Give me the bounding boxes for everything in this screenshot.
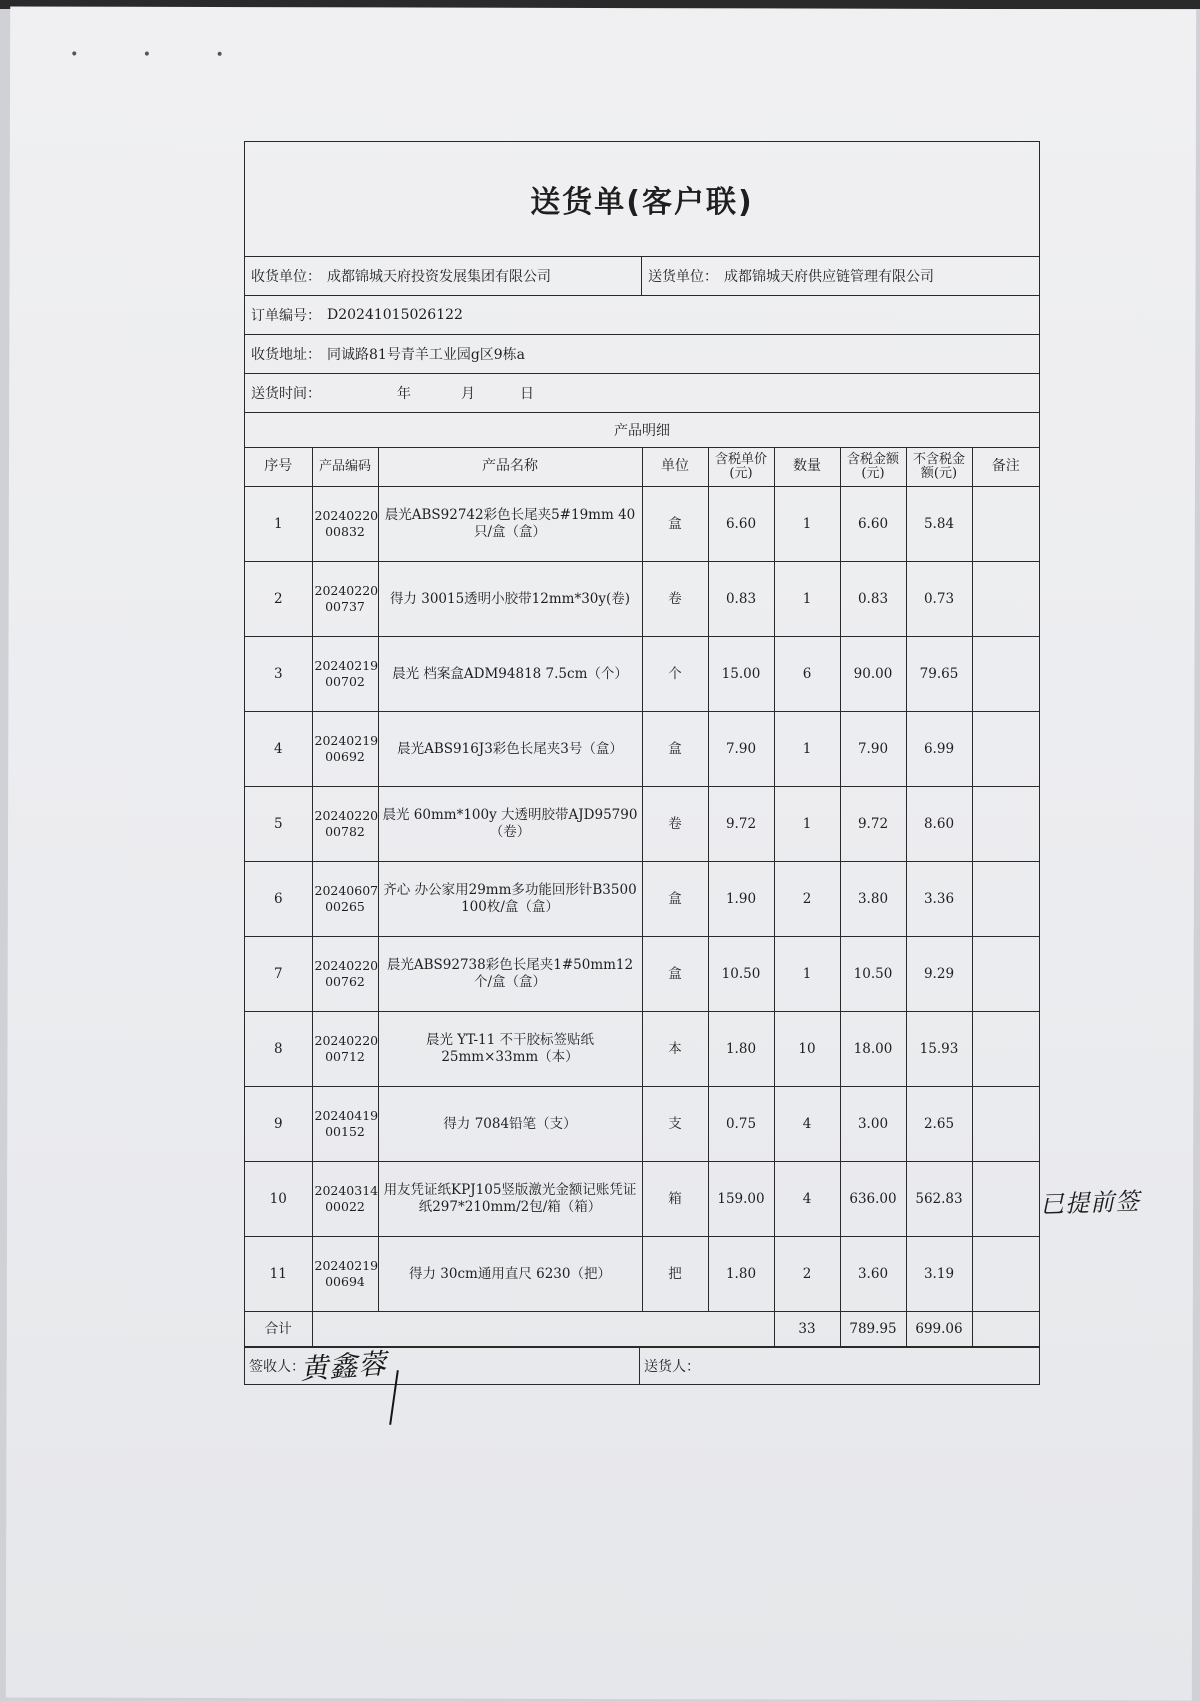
cell-code [312,637,378,712]
cell-qty: 1 [774,712,840,787]
document-title: 送货单(客户联) [530,185,754,220]
section-title-row [245,413,1039,448]
cell-name: 晨光 60mm*100y 大透明胶带AJD95790（卷） [378,787,642,862]
cell-amount-ex: 562.83 [906,1162,972,1237]
total-note [972,1312,1039,1347]
receiver-value: 成都锦城天府投资发展集团有限公司 [327,269,551,285]
code-part-1: 20240220 [314,1033,379,1049]
cell-note [972,487,1039,562]
cell-seq: 5 [245,787,312,862]
time-row [245,374,1039,413]
header-amount: 含税金额(元) [840,448,906,487]
sender-cell [642,257,1039,295]
cell-amount-ex: 6.99 [906,712,972,787]
code-part-2: 00712 [325,1049,365,1064]
code-part-2: 00702 [325,674,365,689]
cell-unit: 卷 [642,787,708,862]
table-row [245,1237,1039,1312]
code-part-1: 20240219 [314,658,379,674]
cell-amount: 10.50 [840,937,906,1012]
header-qty: 数量 [774,448,840,487]
cell-qty: 2 [774,1237,840,1312]
cell-price: 10.50 [708,937,774,1012]
cell-qty: 1 [774,562,840,637]
header-amount-ex: 不含税金额(元) [906,448,972,487]
cell-amount: 0.83 [840,562,906,637]
cell-price: 6.60 [708,487,774,562]
cell-note [972,712,1039,787]
code-part-2: 00692 [325,749,365,764]
cell-amount-ex: 5.84 [906,487,972,562]
address-row [245,335,1039,374]
cell-amount: 3.60 [840,1237,906,1312]
cell-name: 得力 30cm通用直尺 6230（把） [378,1237,642,1312]
cell-code [312,1012,378,1087]
cell-qty: 4 [774,1162,840,1237]
cell-note [972,1012,1039,1087]
cell-qty: 2 [774,862,840,937]
cell-note [972,1162,1039,1237]
code-part-2: 00265 [325,899,365,914]
code-part-1: 20240219 [314,733,379,749]
header-note: 备注 [972,448,1039,487]
cell-amount: 7.90 [840,712,906,787]
cell-code [312,1237,378,1312]
cell-note [972,1087,1039,1162]
table-row [245,862,1039,937]
cell-amount: 9.72 [840,787,906,862]
table-row [245,1162,1039,1237]
cell-name: 得力 7084铅笔（支） [378,1087,642,1162]
cell-amount: 636.00 [840,1162,906,1237]
cell-unit: 卷 [642,562,708,637]
cell-name: 晨光ABS92738彩色长尾夹1#50mm12个/盒（盒） [378,937,642,1012]
day-label: 日 [520,386,534,402]
cell-note [972,787,1039,862]
cell-code [312,787,378,862]
cell-unit: 个 [642,637,708,712]
code-part-1: 20240607 [314,883,379,899]
cell-qty: 10 [774,1012,840,1087]
deliverer-cell [640,1348,1039,1384]
code-part-2: 00737 [325,599,365,614]
cell-unit: 盒 [642,487,708,562]
cell-seq: 11 [245,1237,312,1312]
cell-unit: 箱 [642,1162,708,1237]
cell-code [312,712,378,787]
cell-amount-ex: 3.36 [906,862,972,937]
cell-price: 15.00 [708,637,774,712]
cell-name: 晨光 档案盒ADM94818 7.5cm（个） [378,637,642,712]
receiver-label: 收货单位： [251,269,321,285]
header-seq: 序号 [245,448,312,487]
cell-code [312,1087,378,1162]
cell-price: 1.80 [708,1012,774,1087]
address-label: 收货地址： [251,347,321,363]
table-header-row [245,448,1039,487]
header-unit: 单位 [642,448,708,487]
cell-unit: 盒 [642,862,708,937]
table-row [245,1087,1039,1162]
header-price: 含税单价(元) [708,448,774,487]
cell-seq: 10 [245,1162,312,1237]
order-row [245,296,1039,335]
code-part-1: 20240314 [314,1183,379,1199]
cell-seq: 8 [245,1012,312,1087]
cell-amount-ex: 0.73 [906,562,972,637]
paper-specks: • • • [70,46,254,64]
cell-name: 得力 30015透明小胶带12mm*30y(卷) [378,562,642,637]
cell-code [312,1162,378,1237]
sender-value: 成都锦城天府供应链管理有限公司 [724,269,934,285]
code-part-2: 00152 [325,1124,365,1139]
cell-qty: 1 [774,937,840,1012]
cell-note [972,937,1039,1012]
cell-name: 齐心 办公家用29mm多功能回形针B3500 100枚/盒（盒） [378,862,642,937]
header-code: 产品编码 [312,448,378,487]
header-name: 产品名称 [378,448,642,487]
code-part-2: 00022 [325,1199,365,1214]
cell-code [312,487,378,562]
handwritten-signature: 黄鑫蓉 [299,1347,389,1386]
cell-amount-ex: 9.29 [906,937,972,1012]
cell-amount: 90.00 [840,637,906,712]
cell-price: 1.80 [708,1237,774,1312]
address-value: 同诚路81号青羊工业园g区9栋a [327,347,526,363]
total-amount-ex: 699.06 [906,1312,972,1347]
items-table-row [245,448,1039,1348]
receiver-cell [245,257,642,295]
year-label: 年 [397,386,411,402]
title-row [245,142,1039,257]
cell-name: 晨光ABS916J3彩色长尾夹3号（盒） [378,712,642,787]
code-part-1: 20240220 [314,583,379,599]
cell-amount-ex: 2.65 [906,1087,972,1162]
cell-qty: 1 [774,487,840,562]
cell-seq: 3 [245,637,312,712]
sender-label: 送货单位： [648,269,718,285]
code-part-1: 20240220 [314,808,379,824]
cell-amount-ex: 15.93 [906,1012,972,1087]
cell-name: 用友凭证纸KPJ105竖版激光金额记账凭证纸297*210mm/2包/箱（箱） [378,1162,642,1237]
address-cell [245,335,525,373]
cell-qty: 6 [774,637,840,712]
cell-code [312,562,378,637]
cell-unit: 本 [642,1012,708,1087]
cell-amount-ex: 3.19 [906,1237,972,1312]
cell-unit: 盒 [642,937,708,1012]
cell-seq: 4 [245,712,312,787]
table-row [245,937,1039,1012]
code-part-1: 20240419 [314,1108,379,1124]
cell-seq: 6 [245,862,312,937]
order-number: D20241015026122 [327,307,463,323]
code-part-1: 20240219 [314,1258,379,1274]
cell-qty: 1 [774,787,840,862]
cell-price: 1.90 [708,862,774,937]
code-part-2: 00694 [325,1274,365,1289]
item-rows [245,487,1039,1347]
cell-code [312,937,378,1012]
cell-note [972,637,1039,712]
code-part-1: 20240220 [314,508,379,524]
cell-amount: 3.00 [840,1087,906,1162]
cell-unit: 支 [642,1087,708,1162]
cell-note [972,1237,1039,1312]
month-label: 月 [461,386,475,402]
cell-name: 晨光ABS92742彩色长尾夹5#19mm 40只/盒（盒） [378,487,642,562]
time-cell [245,374,534,412]
cell-note [972,862,1039,937]
items-table [245,448,1039,1347]
code-part-1: 20240220 [314,958,379,974]
cell-name: 晨光 YT-11 不干胶标签贴纸25mm×33mm（本） [378,1012,642,1087]
signer-label: 签收人： [249,1359,305,1375]
cell-seq: 9 [245,1087,312,1162]
table-row [245,487,1039,562]
party-row [245,257,1039,296]
section-title: 产品明细 [614,423,670,439]
cell-amount: 18.00 [840,1012,906,1087]
total-label: 合计 [245,1312,312,1347]
total-qty: 33 [774,1312,840,1347]
cell-amount: 6.60 [840,487,906,562]
table-row [245,1012,1039,1087]
table-row [245,787,1039,862]
table-row [245,562,1039,637]
cell-unit: 把 [642,1237,708,1312]
cell-code [312,862,378,937]
cell-seq: 1 [245,487,312,562]
cell-price: 0.75 [708,1087,774,1162]
cell-seq: 2 [245,562,312,637]
cell-qty: 4 [774,1087,840,1162]
cell-amount-ex: 79.65 [906,637,972,712]
table-row [245,712,1039,787]
code-part-2: 00762 [325,974,365,989]
cell-seq: 7 [245,937,312,1012]
code-part-2: 00832 [325,524,365,539]
order-cell [245,296,463,334]
cell-amount: 3.80 [840,862,906,937]
cell-unit: 盒 [642,712,708,787]
cell-note [972,562,1039,637]
total-amount: 789.95 [840,1312,906,1347]
table-row [245,637,1039,712]
deliverer-label: 送货人： [644,1359,700,1375]
cell-price: 7.90 [708,712,774,787]
cell-price: 9.72 [708,787,774,862]
cell-price: 0.83 [708,562,774,637]
handwritten-note: 已提前签 [1039,1187,1141,1219]
cell-price: 159.00 [708,1162,774,1237]
total-row [245,1312,1039,1347]
order-label: 订单编号： [251,308,321,324]
delivery-note [244,141,1040,1385]
time-label: 送货时间： [251,386,321,402]
cell-amount-ex: 8.60 [906,787,972,862]
code-part-2: 00782 [325,824,365,839]
